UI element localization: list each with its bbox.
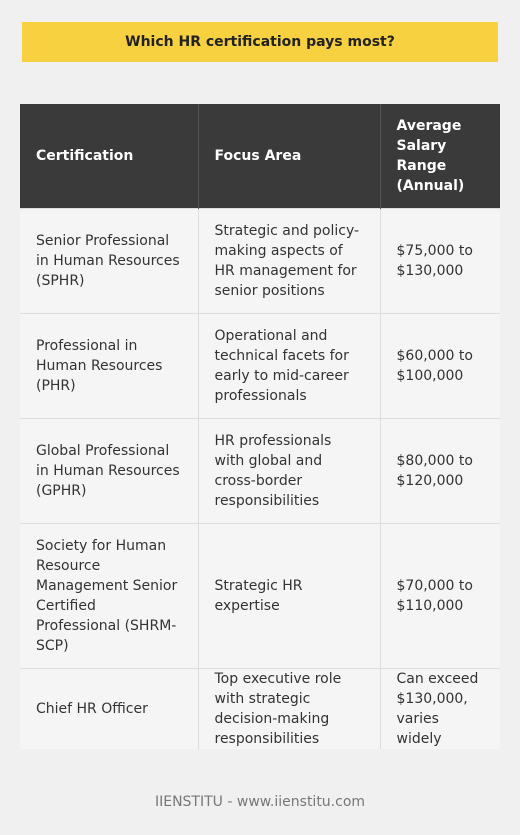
table-row [20, 669, 500, 750]
cell-certification: Global Professional in Human Resources (GPHR) [20, 419, 198, 524]
cell-salary-range: $80,000 to $120,000 [380, 419, 500, 524]
cell-salary-range: $60,000 to $100,000 [380, 314, 500, 419]
cell-certification: Professional in Human Resources (PHR) [20, 314, 198, 419]
certification-table [20, 104, 500, 749]
cell-certification: Chief HR Officer [20, 669, 198, 750]
cell-salary-range: Can exceed $130,000, varies widely [380, 669, 500, 750]
cell-focus-area: Top executive role with strategic decision-making responsibilities [198, 669, 380, 750]
cell-certification: Senior Professional in Human Resources (SPHR) [20, 209, 198, 314]
cell-focus-area: Strategic and policy-making aspects of HR management for senior positions [198, 209, 380, 314]
table-row [20, 209, 500, 314]
table-row [20, 419, 500, 524]
table-row [20, 314, 500, 419]
title-banner [22, 22, 498, 62]
header-focus-area: Focus Area [198, 104, 380, 209]
cell-focus-area: HR professionals with global and cross-border responsibilities [198, 419, 380, 524]
cell-focus-area: Strategic HR expertise [198, 524, 380, 669]
cell-certification: Society for Human Resource Management Senior Certified Professional (SHRM-SCP) [20, 524, 198, 669]
header-salary-range: Average Salary Range (Annual) [380, 104, 500, 209]
cell-focus-area: Operational and technical facets for early to mid-career professionals [198, 314, 380, 419]
table-header-row [20, 104, 500, 209]
cell-salary-range: $70,000 to $110,000 [380, 524, 500, 669]
cell-salary-range: $75,000 to $130,000 [380, 209, 500, 314]
page-title: Which HR certification pays most? [125, 34, 395, 50]
table-row [20, 524, 500, 669]
header-certification: Certification [20, 104, 198, 209]
footer-credit: IIENSTITU - www.iienstitu.com [154, 794, 366, 810]
